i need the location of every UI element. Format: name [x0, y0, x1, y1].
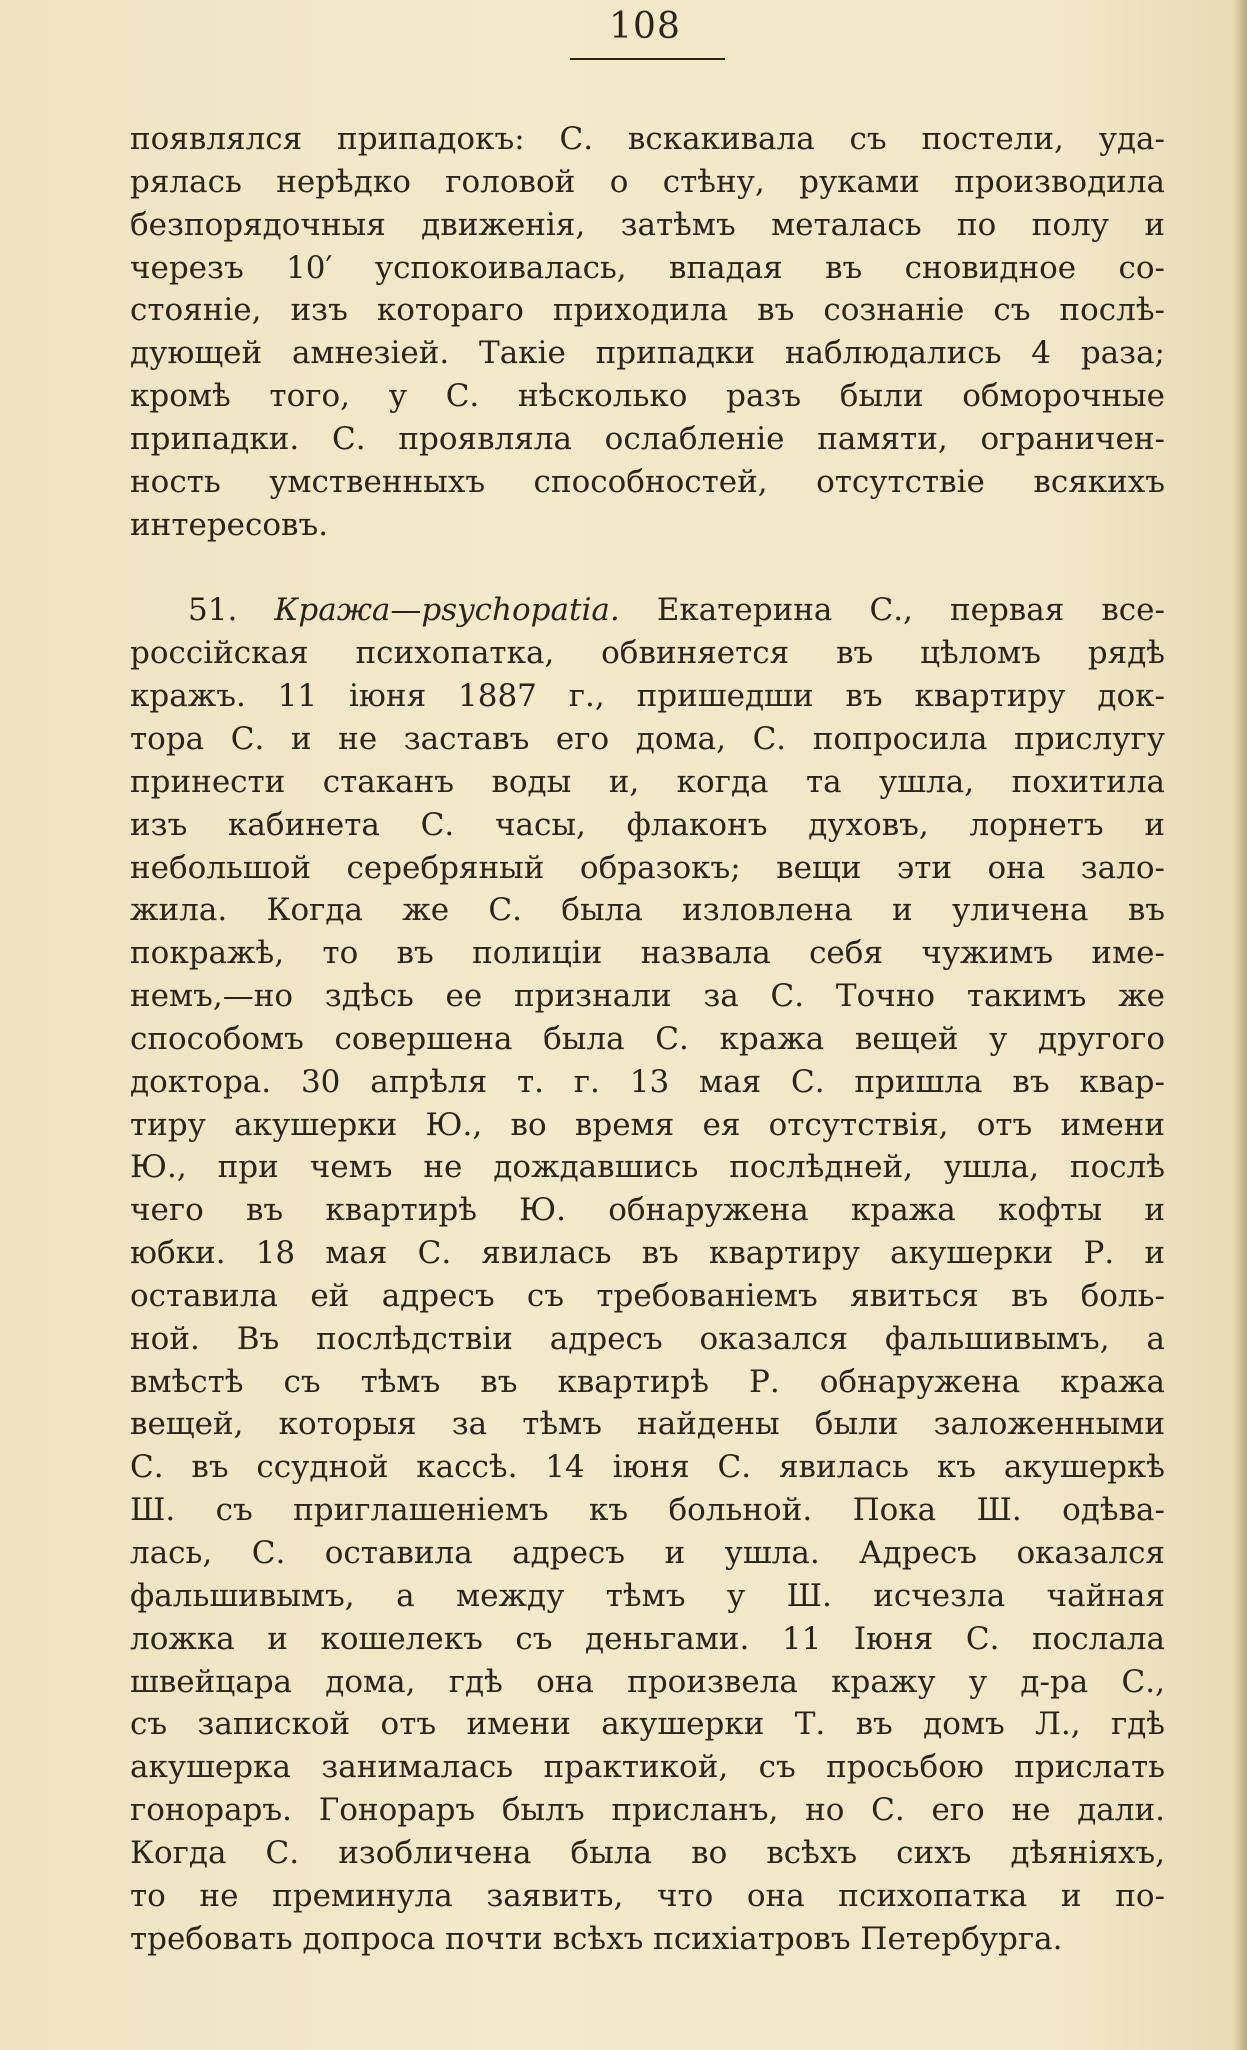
text-line: дующей амнезіей. Такіе припадки наблюдались 4 раза;	[130, 335, 1165, 372]
text-line: Ш. съ приглашеніемъ къ больной. Пока Ш. одѣва-	[130, 1492, 1165, 1529]
text-line: юбки. 18 мая С. явилась въ квартиру акушерки Р. и	[130, 1235, 1165, 1272]
heading-line-rest: Екатерина С., первая все-	[656, 592, 1165, 629]
text-line: то не преминула заявить, что она психопатка и по-	[130, 1877, 1165, 1914]
case-title: Кража—psychopatia.	[274, 592, 620, 629]
text-line: рялась нерѣдко головой о стѣну, руками производила	[130, 163, 1165, 200]
case-number: 51.	[188, 592, 238, 629]
text-line: россійская психопатка, обвиняется въ цѣломъ рядѣ	[130, 635, 1165, 672]
text-line: фальшивымъ, а между тѣмъ у Ш. исчезла чайная	[130, 1577, 1165, 1614]
text-line: вмѣстѣ съ тѣмъ въ квартирѣ Р. обнаружена кража	[130, 1363, 1165, 1400]
text-line: оставила ей адресъ съ требованіемъ явиться въ боль-	[130, 1277, 1165, 1314]
paragraph-2	[130, 589, 1165, 1960]
text-line: черезъ 10′ успокоивалась, впадая въ сновидное со-	[130, 249, 1165, 286]
text-line: способомъ совершена была С. кража вещей у другого	[130, 1020, 1165, 1057]
text-line: доктора. 30 апрѣля т. г. 13 мая С. пришла въ квар-	[130, 1063, 1165, 1100]
text-line: кромѣ того, у С. нѣсколько разъ были обморочные	[130, 378, 1165, 415]
text-line: тиру акушерки Ю., во время ея отсутствія, отъ имени	[130, 1106, 1165, 1143]
text-block	[130, 118, 1165, 1960]
paragraph-1	[130, 118, 1165, 546]
text-line: появлялся припадокъ: С. вскакивала съ постели, уда-	[130, 121, 1165, 157]
text-line: небольшой серебряный образокъ; вещи эти она зало-	[130, 849, 1165, 886]
text-line: швейцара дома, гдѣ она произвела кражу у д-ра С.,	[130, 1663, 1165, 1700]
text-line: требовать допроса почти всѣхъ психіатровъ Петербурга.	[130, 1920, 1063, 1957]
text-line: акушерка занималась практикой, съ просьбою прислать	[130, 1749, 1165, 1786]
text-line: кражъ. 11 іюня 1887 г., пришедши въ квартиру док-	[130, 678, 1165, 715]
page-number-rule	[570, 58, 725, 60]
text-line: чего въ квартирѣ Ю. обнаружена кража кофты и	[130, 1192, 1165, 1229]
text-line: немъ,—но здѣсь ее признали за С. Точно такимъ же	[130, 978, 1165, 1015]
text-line: припадки. С. проявляла ослабленіе памяти, ограничен-	[130, 420, 1165, 457]
text-line: вещей, которыя за тѣмъ найдены были заложенными	[130, 1406, 1165, 1443]
text-line: жила. Когда же С. была изловлена и уличена въ	[130, 892, 1165, 929]
text-line: ность умственныхъ способностей, отсутствіе всякихъ	[130, 463, 1165, 500]
text-line: гонораръ. Гонораръ былъ присланъ, но С. его не дали.	[130, 1792, 1165, 1829]
text-line: ложка и кошелекъ съ деньгами. 11 Іюня С. послала	[130, 1620, 1165, 1657]
text-line: безпорядочныя движенія, затѣмъ металась по полу и	[130, 206, 1165, 243]
text-line: стояніе, изъ котораго приходила въ сознаніе съ послѣ-	[130, 292, 1165, 329]
text-line: ной. Въ послѣдствіи адресъ оказался фальшивымъ, а	[130, 1320, 1165, 1357]
page-number: 108	[609, 6, 681, 47]
text-line: принести стаканъ воды и, когда та ушла, похитила	[130, 763, 1165, 800]
text-line: покражѣ, то въ полиціи назвала себя чужимъ име-	[130, 935, 1165, 972]
text-line: интересовъ.	[130, 506, 329, 543]
paragraph-heading-line	[130, 589, 1165, 632]
text-line: С. въ ссудной кассѣ. 14 іюня С. явилась къ акушеркѣ	[130, 1449, 1165, 1486]
text-line: Ю., при чемъ не дождавшись послѣдней, ушла, послѣ	[130, 1149, 1165, 1186]
text-line: тора С. и не заставъ его дома, С. попросила прислугу	[130, 720, 1165, 757]
text-line: Когда С. изобличена была во всѣхъ сихъ дѣяніяхъ,	[130, 1834, 1165, 1871]
paragraph-gap	[130, 546, 1165, 589]
text-line: съ запиской отъ имени акушерки Т. въ домъ Л., гдѣ	[130, 1706, 1165, 1743]
text-line: лась, С. оставила адресъ и ушла. Адресъ оказался	[130, 1535, 1165, 1571]
text-line: изъ кабинета С. часы, флаконъ духовъ, лорнетъ и	[130, 806, 1165, 843]
page-edge-shadow	[1233, 0, 1247, 2050]
